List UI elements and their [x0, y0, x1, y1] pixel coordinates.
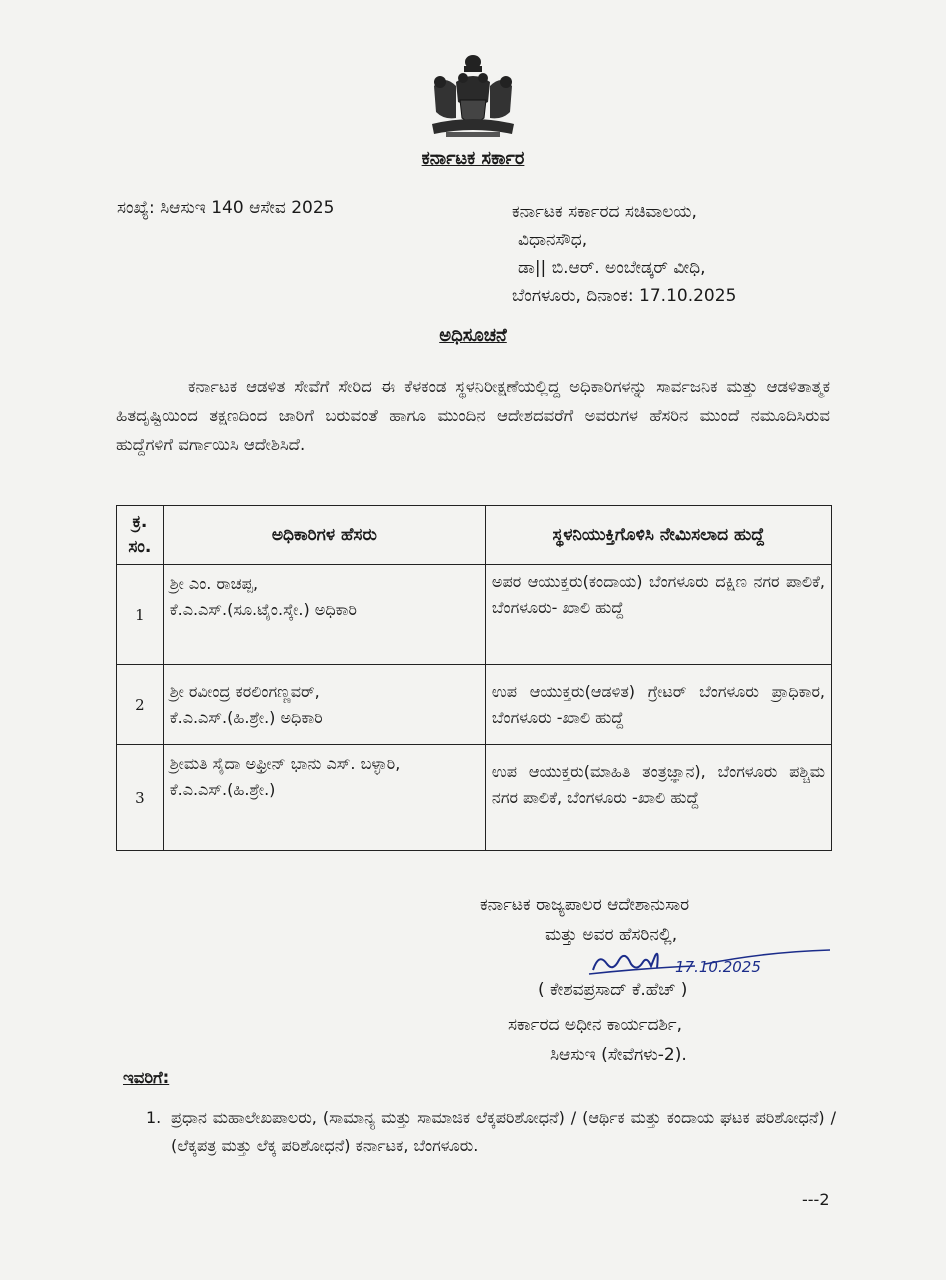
notice-body: ಕರ್ನಾಟಕ ಆಡಳಿತ ಸೇವೆಗೆ ಸೇರಿದ ಈ ಕೆಳಕಂಡ ಸ್ಥಳನಿರೀಕ್ಷಣೆಯಲ್ಲಿದ್ದ ಅಧಿಕಾರಿಗಳನ್ನು ಸಾರ್ವಜನಿಕ ಮತ್ತು ಆಡಳಿತಾತ್ಮಕ ಹಿತದೃಷ್ಟಿಯಿಂದ ತಕ್ಷಣದಿಂದ ಜಾರಿಗೆ ಬರುವಂತೆ ಹಾಗೂ ಮುಂದಿನ ಆದೇಶದವರೆಗೆ ಅವರುಗಳ ಹೆಸರಿನ ಮುಂದೆ ನಮೂದಿಸಿರುವ ಹುದ್ದೆಗಳಿಗೆ ವರ್ಗಾಯಿಸಿ ಆದೇಶಿಸಿದೆ. [116, 377, 830, 454]
government-title: ಕರ್ನಾಟಕ ಸರ್ಕಾರ [421, 148, 525, 169]
designation-line-1: ಸರ್ಕಾರದ ಅಧೀನ ಕಾರ್ಯದರ್ಶಿ, [508, 1015, 682, 1035]
row-officer-name [163, 665, 485, 745]
address-line-3: ಡಾ|| ಬಿ.ಆರ್. ಅಂಬೇಡ್ಕರ್ ವೀಧಿ, [518, 258, 706, 278]
row-posting: ಉಪ ಆಯುಕ್ತರು(ಮಾಹಿತಿ ತಂತ್ರಜ್ಞಾನ), ಬೆಂಗಳೂರು ಪಶ್ಚಿಮ ನಗರ ಪಾಲಿಕೆ, ಬೆಂಗಳೂರು -ಖಾಲಿ ಹುದ್ದೆ [485, 745, 831, 851]
recipient-text: ಪ್ರಧಾನ ಮಹಾಲೇಖಪಾಲರು, (ಸಾಮಾನ್ಯ ಮತ್ತು ಸಾಮಾಜಿಕ ಲೆಕ್ಕಪರಿಶೋಧನೆ) / (ಆರ್ಥಿಕ ಮತ್ತು ಕಂದಾಯ ಘಟಕ ಪರಿಶೋಧನೆ) / (ಲೆಕ್ಕಪತ್ರ ಮತ್ತು ಲೆಕ್ಕ ಪರಿಶೋಧನೆ) ಕರ್ನಾಟಕ, ಬೆಂಗಳೂರು. [171, 1108, 836, 1155]
order-line-1: ಕರ್ನಾಟಕ ರಾಜ್ಯಪಾಲರ ಆದೇಶಾನುಸಾರ [480, 895, 690, 915]
table-row [117, 565, 832, 665]
authority-block [470, 890, 830, 950]
table-row [117, 745, 832, 851]
office-address [512, 198, 736, 310]
page-continuation: ---2 [802, 1190, 830, 1209]
posting-table [116, 505, 832, 851]
officer-cadre-line: ಕೆ.ಎ.ಎಸ್.(ಹಿ.ಶ್ರೇ.) ಅಧಿಕಾರಿ [169, 707, 323, 727]
row-serial: 2 [117, 665, 164, 745]
handwritten-date: 17.10.2025 [675, 958, 761, 976]
order-line-2: ಮತ್ತು ಅವರ ಹೆಸರಿನಲ್ಲಿ, [545, 925, 678, 945]
header-serial-number [117, 506, 164, 565]
recipients-label: ಇವರಿಗೆ: [123, 1068, 170, 1087]
reference-number: ಸಂಖ್ಯೆ: ಸಿಆಸುಇ 140 ಆಸೇವ 2025 [117, 198, 335, 218]
row-serial: 1 [117, 565, 164, 665]
row-officer-name [163, 745, 485, 851]
row-serial: 3 [117, 745, 164, 851]
address-line-2: ವಿಧಾನಸೌಧ, [518, 230, 588, 250]
address-line-4-date: ಬೆಂಗಳೂರು, ದಿನಾಂಕ: 17.10.2025 [512, 286, 737, 306]
officer-cadre-line: ಕೆ.ಎ.ಎಸ್.(ಸೂ.ಟೈಂ.ಸ್ಕೇ.) ಅಧಿಕಾರಿ [169, 600, 357, 619]
header-officer-name: ಅಧಿಕಾರಿಗಳ ಹೆಸರು [163, 506, 485, 565]
row-posting: ಅಪರ ಆಯುಕ್ತರು(ಕಂದಾಯ) ಬೆಂಗಳೂರು ದಕ್ಷಿಣ ನಗರ ಪಾಲಿಕೆ, ಬೆಂಗಳೂರು- ಖಾಲಿ ಹುದ್ದೆ [485, 565, 831, 665]
row-officer-name [163, 565, 485, 665]
signatory-name: ( ಕೇಶವಪ್ರಸಾದ್ ಕೆ.ಹೆಚ್ ) [538, 980, 688, 1000]
table-row [117, 665, 832, 745]
row-posting: ಉಪ ಆಯುಕ್ತರು(ಆಡಳಿತ) ಗ್ರೇಟರ್ ಬೆಂಗಳೂರು ಪ್ರಾಧಿಕಾರ, ಬೆಂಗಳೂರು -ಖಾಲಿ ಹುದ್ದೆ [485, 665, 831, 745]
recipients-list [146, 1104, 836, 1160]
header-serial-line-2: ಸಂ. [128, 537, 152, 557]
officer-cadre-line: ಕೆ.ಎ.ಎಸ್.(ಹಿ.ಶ್ರೇ.) [169, 780, 276, 799]
header-posting: ಸ್ಥಳನಿಯುಕ್ತಿಗೊಳಿಸಿ ನೇಮಿಸಲಾದ ಹುದ್ದೆ [485, 506, 831, 565]
recipient-number: 1. [146, 1108, 162, 1127]
list-item [146, 1104, 836, 1160]
address-line-1: ಕರ್ನಾಟಕ ಸರ್ಕಾರದ ಸಚಿವಾಲಯ, [512, 202, 697, 222]
handwritten-signature-icon [585, 942, 835, 982]
header-serial-line-1: ಕ್ರ. [132, 512, 148, 532]
karnataka-state-emblem-icon [426, 52, 520, 140]
officer-name-line: ಶ್ರೀ ರವೀಂದ್ರ ಕರಲಿಂಗಣ್ಣವರ್, [169, 681, 320, 701]
notice-title: ಅಧಿಸೂಚನೆ [439, 325, 507, 346]
table-header-row [117, 506, 832, 565]
officer-name-line: ಶ್ರೀ ಎಂ. ರಾಚಪ್ಪ, [169, 574, 259, 593]
officer-name-line: ಶ್ರೀಮತಿ ಸೈದಾ ಅಫ್ರೀನ್ ಭಾನು ಎಸ್. ಬಳ್ಳಾರಿ, [169, 754, 401, 773]
designation-line-2: ಸಿಆಸುಇ (ಸೇವೆಗಳು-2). [550, 1045, 687, 1065]
signatory-designation [508, 1010, 687, 1070]
